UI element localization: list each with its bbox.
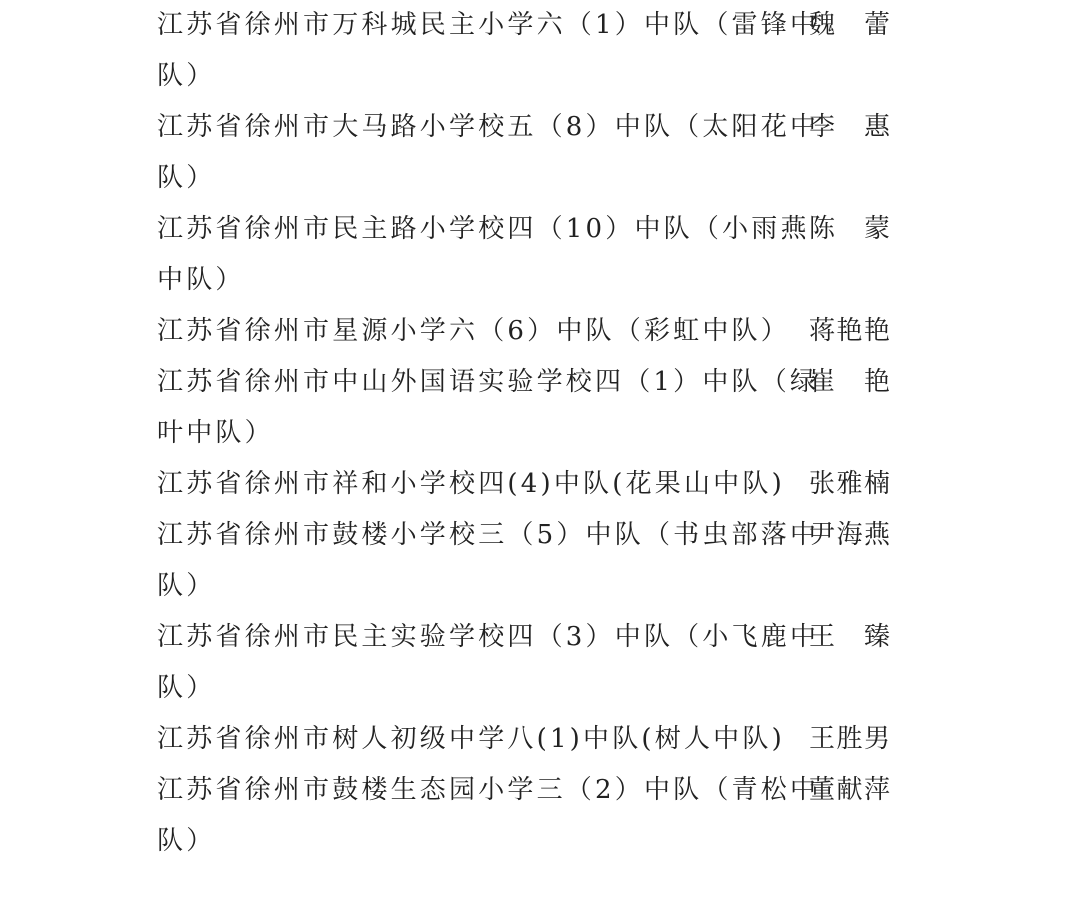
person-name: 王 臻 <box>809 622 892 652</box>
unit-name-line: 江苏省徐州市星源小学六（6）中队（彩虹中队） <box>157 316 790 346</box>
unit-name-line: 江苏省徐州市民主实验学校四（3）中队（小飞鹿中 <box>157 622 820 652</box>
person-name: 尹海燕 <box>809 520 892 550</box>
unit-name-line: 江苏省徐州市大马路小学校五（8）中队（太阳花中 <box>157 112 820 142</box>
unit-name-line: 队） <box>157 571 216 601</box>
unit-name-line: 叶中队） <box>157 418 274 448</box>
unit-name-line: 江苏省徐州市祥和小学校四(4)中队(花果山中队) <box>157 469 785 499</box>
unit-name <box>157 204 810 306</box>
unit-name-line: 中队） <box>157 265 245 295</box>
unit-name-line: 队） <box>157 673 216 703</box>
unit-name-line: 江苏省徐州市万科城民主小学六（1）中队（雷锋中 <box>157 10 820 40</box>
unit-name-line: 江苏省徐州市民主路小学校四（10）中队（小雨燕 <box>157 214 810 244</box>
unit-name <box>157 765 820 867</box>
person-name: 王胜男 <box>809 724 892 754</box>
unit-name-line: 队） <box>157 61 216 91</box>
person-name: 崔 艳 <box>809 367 892 397</box>
unit-name <box>157 306 790 357</box>
unit-name <box>157 459 785 510</box>
unit-name <box>157 714 785 765</box>
unit-name-line: 江苏省徐州市鼓楼小学校三（5）中队（书虫部落中 <box>157 520 820 550</box>
person-name: 李 惠 <box>809 112 892 142</box>
person-name: 张雅楠 <box>809 469 892 499</box>
unit-name-line: 江苏省徐州市树人初级中学八(1)中队(树人中队) <box>157 724 785 754</box>
unit-name <box>157 0 820 102</box>
unit-name <box>157 510 820 612</box>
person-name: 董献萍 <box>809 775 892 805</box>
person-name: 蒋艳艳 <box>809 316 892 346</box>
person-name: 魏 蕾 <box>809 10 892 40</box>
unit-name-line: 队） <box>157 163 216 193</box>
unit-name <box>157 102 820 204</box>
unit-name <box>157 357 820 459</box>
person-name: 陈 蒙 <box>809 214 892 244</box>
unit-name-line: 江苏省徐州市中山外国语实验学校四（1）中队（绿 <box>157 367 820 397</box>
unit-name-line: 队） <box>157 826 216 856</box>
unit-name <box>157 612 820 714</box>
unit-name-line: 江苏省徐州市鼓楼生态园小学三（2）中队（青松中 <box>157 775 820 805</box>
